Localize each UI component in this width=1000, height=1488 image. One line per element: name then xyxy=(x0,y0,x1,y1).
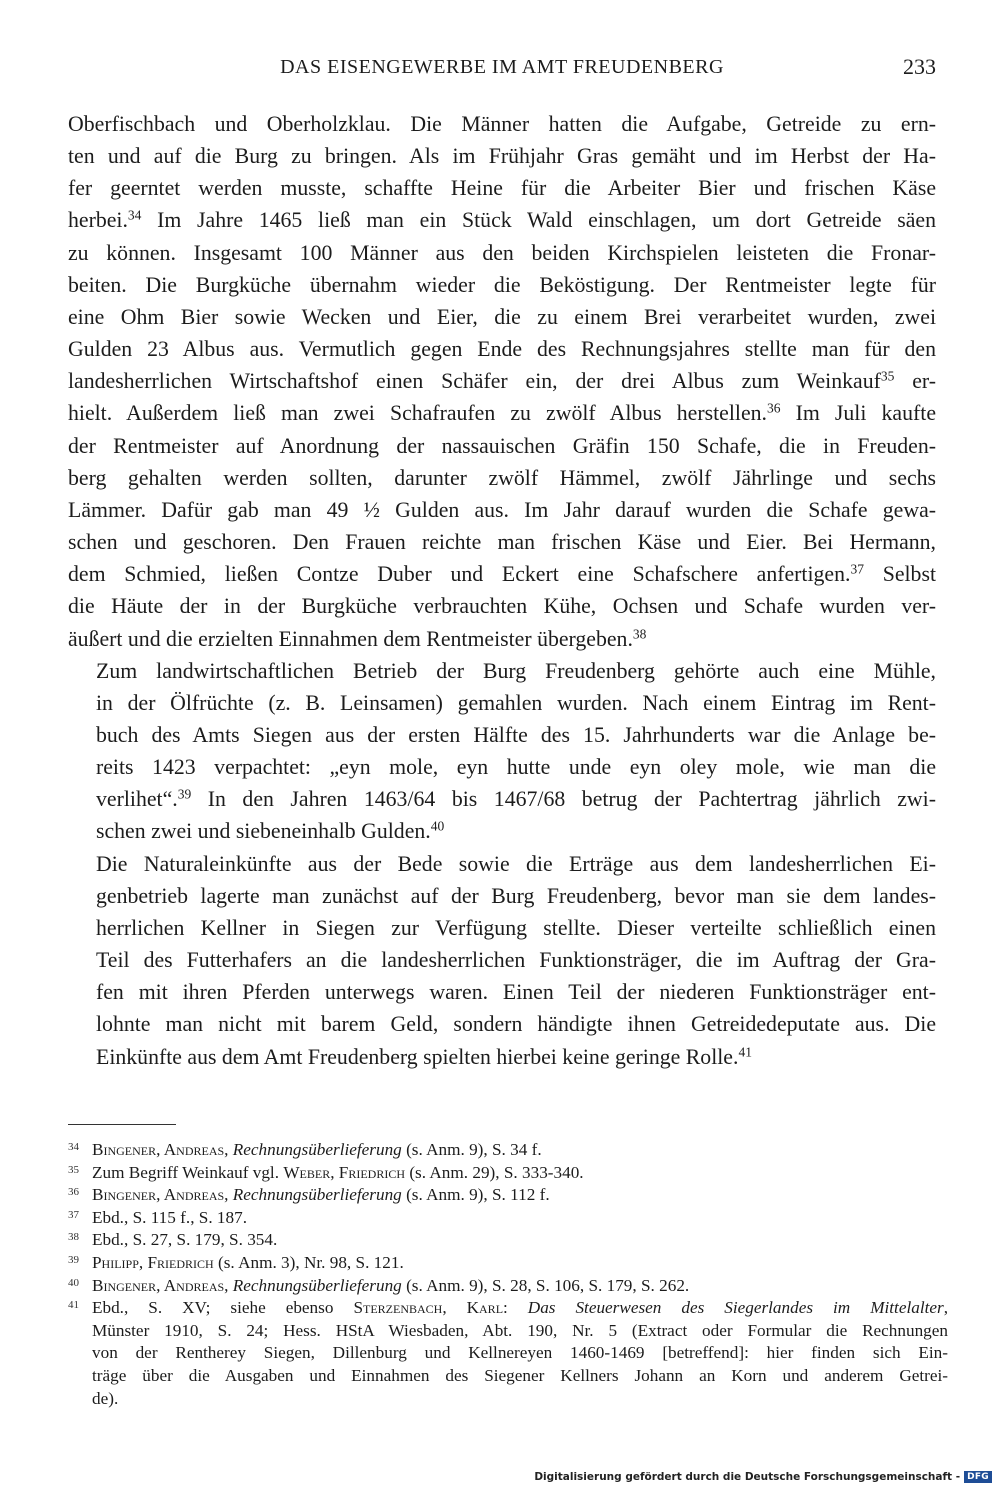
text-line: Einkünfte aus dem Amt Freudenberg spielten hierbei keine geringe Rolle.$^{41}$ xyxy=(96,1044,752,1069)
footnote-ref[interactable]: 35 xyxy=(880,368,895,384)
text-line: Teil des Futterhafers an die landesherrlichen Funktionsträger, die im Auftrag der Gra- xyxy=(96,948,936,973)
text-line: genbetrieb lagerte man zunächst auf der Burg Freudenberg, bevor man sie dem landes- xyxy=(96,883,936,908)
footnote-line: von der Rentherey Siegen, Dillenburg und Kellnereyen 1460-1469 [betreffend]: hier finden sich Ein- xyxy=(92,1343,948,1363)
dfg-logo: DFG xyxy=(964,1471,992,1483)
text-line: Oberfischbach und Oberholzklau. Die Männer hatten die Aufgabe, Getreide zu ern- xyxy=(68,112,936,136)
text-line: äußert und die erzielten Einnahmen dem Rentmeister übergeben.$^{38}$ xyxy=(68,626,647,651)
paragraph-2 xyxy=(68,655,936,848)
running-title: DAS EISENGEWERBE IM AMT FREUDENBERG xyxy=(280,56,724,78)
footnote-41 xyxy=(68,1297,948,1410)
footnote-number: 40 xyxy=(68,1276,79,1289)
footnote-number: 41 xyxy=(68,1299,79,1312)
text-line: landesherrlichen Wirtschaftshof einen Schäfer ein, der drei Albus zum Weinkauf$^{35}$ er- xyxy=(68,368,936,394)
footnote-40 xyxy=(68,1275,948,1298)
footnote-ref[interactable]: 36 xyxy=(766,400,781,416)
text-line: herrlichen Kellner in Siegen zur Verfügung stellte. Dieser verteilte schließlich einen xyxy=(96,915,936,940)
footnote-ref[interactable]: 37 xyxy=(850,561,864,577)
footnote-text xyxy=(92,1297,948,1410)
text-line: lohnte man nicht mit barem Geld, sondern händigte ihnen Getreidedeputate aus. Die xyxy=(96,1012,936,1037)
footnote-number: 38 xyxy=(68,1231,79,1244)
text-line: schen zwei und siebeneinhalb Gulden.$^{40}$ xyxy=(96,819,445,844)
text-line: verlihet“.$^{39}$ In den Jahren 1463/64 bis 1467/68 betrug der Pachtertrag jährlich zwi- xyxy=(96,786,936,812)
credit-text: Digitalisierung gefördert durch die Deutsche Forschungsgemeinschaft - xyxy=(534,1471,961,1483)
footnote-text: Ebd., S. 115 f., S. 187. xyxy=(92,1207,248,1227)
text-line: Zum landwirtschaftlichen Betrieb der Burg Freudenberg gehörte auch eine Mühle, xyxy=(96,658,936,683)
footnote-number: 34 xyxy=(68,1141,79,1153)
text-line: berg gehalten werden sollten, darunter zwölf Hämmel, zwölf Jährlinge und sechs xyxy=(68,465,936,490)
running-header xyxy=(68,54,936,84)
footnote-text: Ebd., S. 27, S. 179, S. 354. xyxy=(92,1230,278,1250)
text-line: herbei.$^{34}$ Im Jahre 1465 ließ man ein Stück Wald einschlagen, um dort Getreide säen xyxy=(68,208,936,233)
footnote-37 xyxy=(68,1207,948,1230)
paragraph-3 xyxy=(68,848,936,1073)
text-line: buch des Amts Siegen aus der ersten Hälfte des 15. Jahrhunderts war die Anlage be- xyxy=(96,722,936,747)
text-line: der Rentmeister auf Anordnung der nassauischen Gräfin 150 Schafe, die in Freuden- xyxy=(68,433,936,458)
footnote-text: Bingener, Andreas, Rechnungsüberlieferung (s. Anm. 9), S. 112 f. xyxy=(92,1185,550,1205)
text-line: in der Ölfrüchte (z. B. Leinsamen) gemahlen wurden. Nach einem Eintrag im Rent- xyxy=(96,690,936,715)
footnote-number: 37 xyxy=(68,1208,79,1221)
text-line: fen mit ihren Pferden unterwegs waren. Einen Teil der niederen Funktionsträger ent- xyxy=(96,980,936,1005)
footnote-line: Ebd., S. XV; siehe ebenso Sterzenbach, Karl: Das Steuerwesen des Siegerlandes im Mittelalter, xyxy=(92,1298,948,1318)
footnote-text: Bingener, Andreas, Rechnungsüberlieferung (s. Anm. 9), S. 28, S. 106, S. 179, S. 262. xyxy=(92,1275,690,1295)
text-line: ten und auf die Burg zu bringen. Als im Frühjahr Gras gemäht und im Herbst der Ha- xyxy=(68,144,936,169)
footnote-text: Bingener, Andreas, Rechnungsüberlieferung (s. Anm. 9), S. 34 f. xyxy=(92,1140,542,1159)
footnote-38 xyxy=(68,1229,948,1252)
footnote-number: 39 xyxy=(68,1253,79,1266)
text-line: beiten. Die Burgküche übernahm wieder die Beköstigung. Der Rentmeister legte für xyxy=(68,272,936,297)
footnote-line: Münster 1910, S. 24; Hess. HStA Wiesbaden, Abt. 190, Nr. 5 (Extract oder Formular die Rechnungen xyxy=(92,1320,948,1340)
text-line: hielt. Außerdem ließ man zwei Schafraufen zu zwölf Albus herstellen.$^{36}$ Im Juli kaufte xyxy=(68,400,936,426)
footnote-39 xyxy=(68,1252,948,1275)
body-text xyxy=(68,108,936,1073)
text-line: eine Ohm Bier sowie Wecken und Eier, die zu einem Brei verarbeitet wurden, zwei xyxy=(68,304,936,329)
text-line: schen und geschoren. Den Frauen reichte man frischen Käse und Eier. Bei Hermann, xyxy=(68,530,936,555)
text-line: Lämmer. Dafür gab man 49 ½ Gulden aus. Im Jahr darauf wurden die Schafe gewa- xyxy=(68,497,936,522)
footnote-number: 36 xyxy=(68,1186,79,1199)
footnote-ref[interactable]: 38 xyxy=(632,626,647,642)
footnote-35 xyxy=(68,1162,948,1185)
page-number: 233 xyxy=(903,54,936,79)
paragraph-1 xyxy=(68,108,936,655)
footnotes xyxy=(68,1139,948,1410)
text-line: fer geerntet werden musste, schaffte Heine für die Arbeiter Bier und frischen Käse xyxy=(68,176,936,201)
footnote-text: Philipp, Friedrich (s. Anm. 3), Nr. 98, S. 121. xyxy=(92,1252,404,1272)
footnote-number: 35 xyxy=(68,1163,79,1176)
text-line: die Häute der in der Burgküche verbrauchten Kühe, Ochsen und Schafe wurden ver- xyxy=(68,594,936,619)
text-line: Gulden 23 Albus aus. Vermutlich gegen Ende des Rechnungsjahres stellte man für den xyxy=(68,337,936,362)
text-line: zu können. Insgesamt 100 Männer aus den beiden Kirchspielen leisteten die Fronar- xyxy=(68,240,936,265)
digitization-credit xyxy=(534,1471,992,1483)
footnote-ref[interactable]: 40 xyxy=(430,819,445,835)
footnote-line: de). xyxy=(92,1388,119,1408)
footnote-34 xyxy=(68,1139,948,1162)
footnote-text: Zum Begriff Weinkauf vgl. Weber, Friedrich (s. Anm. 29), S. 333-340. xyxy=(92,1162,584,1182)
footnote-separator xyxy=(68,1124,176,1125)
footnote-36 xyxy=(68,1184,948,1207)
footnote-ref[interactable]: 39 xyxy=(177,786,192,802)
text-line: Die Naturaleinkünfte aus der Bede sowie die Erträge aus dem landesherrlichen Ei- xyxy=(96,851,936,876)
text-line: dem Schmied, ließen Contze Duber und Eckert eine Schafschere anfertigen.$^{37}$ Selbst xyxy=(68,561,936,587)
footnote-line: träge über die Ausgaben und Einnahmen des Siegener Kellners Johann an Korn und anderem Getrei- xyxy=(92,1365,948,1385)
text-line: reits 1423 verpachtet: „eyn mole, eyn hutte unde eyn oley mole, wie man die xyxy=(96,755,936,780)
footnote-ref[interactable]: 34 xyxy=(127,208,142,224)
footnote-ref[interactable]: 41 xyxy=(738,1044,752,1060)
